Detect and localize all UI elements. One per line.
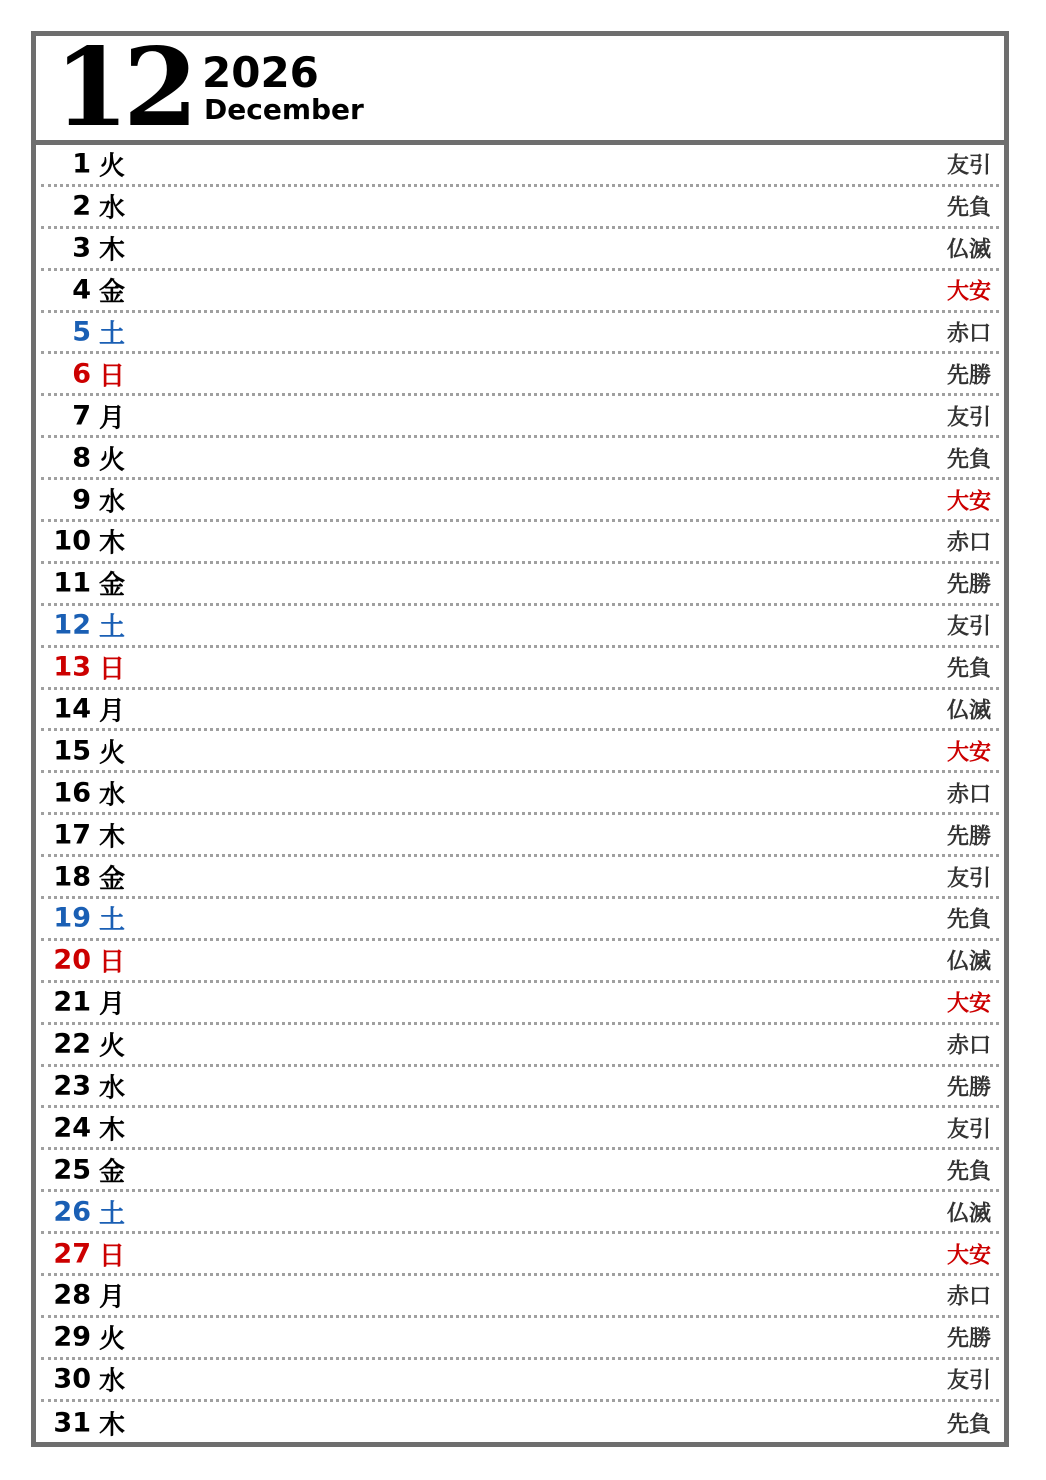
weekday-label: 土 [99,319,126,350]
day-row [41,1025,999,1067]
rokuyo-label: 仏滅 [946,1201,991,1227]
day-row [41,187,999,229]
weekday-label: 水 [99,780,126,811]
day-number: 24 [53,1112,91,1144]
day-row [41,1402,999,1444]
weekday-label: 金 [99,277,126,308]
rokuyo-label: 友引 [946,614,991,640]
day-number: 6 [72,358,91,390]
day-number: 21 [53,986,91,1018]
rokuyo-label: 先勝 [946,572,991,598]
day-number: 30 [53,1363,91,1395]
day-row [41,480,999,522]
weekday-label: 水 [99,1366,126,1397]
day-row [41,522,999,564]
weekday-label: 月 [99,696,126,727]
rokuyo-label: 大安 [946,1243,991,1269]
day-row [41,941,999,983]
rokuyo-label: 先負 [946,1412,991,1438]
rokuyo-label: 赤口 [946,1033,991,1059]
weekday-label: 月 [99,989,126,1020]
day-number: 28 [53,1279,91,1311]
rokuyo-label: 大安 [946,740,991,766]
day-row [41,690,999,732]
day-row [41,983,999,1025]
weekday-label: 水 [99,1073,126,1104]
day-row [41,145,999,187]
day-row [41,229,999,271]
day-row [41,857,999,899]
weekday-label: 水 [99,487,126,518]
day-row [41,271,999,313]
weekday-label: 火 [99,1031,126,1062]
weekday-label: 土 [99,905,126,936]
year-label: 2026 [202,48,319,97]
rokuyo-label: 大安 [946,279,991,305]
weekday-label: 木 [99,235,126,266]
day-number: 22 [53,1028,91,1060]
day-number: 7 [72,400,91,432]
day-number: 4 [72,274,91,306]
day-number: 26 [53,1196,91,1228]
rokuyo-label: 友引 [946,1117,991,1143]
day-number: 5 [72,316,91,348]
rokuyo-label: 仏滅 [946,949,991,975]
rokuyo-label: 友引 [946,153,991,179]
rokuyo-label: 友引 [946,866,991,892]
day-row [41,1192,999,1234]
day-number: 10 [53,525,91,557]
day-list [41,145,999,1442]
day-row [41,606,999,648]
day-row [41,354,999,396]
weekday-label: 月 [99,403,126,434]
day-number: 27 [53,1238,91,1270]
day-row [41,1360,999,1402]
weekday-label: 土 [99,612,126,643]
day-row [41,1318,999,1360]
day-row [41,1108,999,1150]
rokuyo-label: 先負 [946,195,991,221]
weekday-label: 金 [99,1157,126,1188]
day-row [41,815,999,857]
day-row [41,1067,999,1109]
rokuyo-label: 先勝 [946,1075,991,1101]
day-number: 12 [53,609,91,641]
day-number: 25 [53,1154,91,1186]
day-number: 19 [53,902,91,934]
day-number: 8 [72,442,91,474]
day-number: 3 [72,232,91,264]
day-number: 29 [53,1321,91,1353]
day-row [41,313,999,355]
day-number: 20 [53,944,91,976]
rokuyo-label: 先負 [946,656,991,682]
weekday-label: 木 [99,528,126,559]
day-row [41,1150,999,1192]
rokuyo-label: 先勝 [946,363,991,389]
day-number: 31 [53,1407,91,1439]
day-number: 11 [53,567,91,599]
weekday-label: 火 [99,738,126,769]
rokuyo-label: 友引 [946,405,991,431]
weekday-label: 日 [99,947,126,978]
day-row [41,438,999,480]
weekday-label: 木 [99,822,126,853]
weekday-label: 土 [99,1199,126,1230]
weekday-label: 木 [99,1410,126,1441]
rokuyo-label: 先勝 [946,824,991,850]
calendar-frame [31,25,1009,1447]
day-number: 9 [72,484,91,516]
weekday-label: 日 [99,654,126,685]
day-number: 16 [53,777,91,809]
weekday-label: 金 [99,864,126,895]
calendar-header [36,25,1004,151]
rokuyo-label: 先勝 [946,1326,991,1352]
weekday-label: 火 [99,1324,126,1355]
rokuyo-label: 赤口 [946,321,991,347]
month-name: December [204,93,364,126]
day-row [41,1234,999,1276]
day-number: 1 [72,148,91,180]
weekday-label: 木 [99,1115,126,1146]
weekday-label: 金 [99,570,126,601]
rokuyo-label: 友引 [946,1368,991,1394]
day-row [41,396,999,438]
day-number: 2 [72,190,91,222]
rokuyo-label: 仏滅 [946,698,991,724]
weekday-label: 火 [99,445,126,476]
rokuyo-label: 赤口 [946,1284,991,1310]
rokuyo-label: 先負 [946,907,991,933]
day-number: 23 [53,1070,91,1102]
day-number: 17 [53,819,91,851]
rokuyo-label: 先負 [946,447,991,473]
day-row [41,1276,999,1318]
day-row [41,899,999,941]
weekday-label: 水 [99,193,126,224]
day-number: 15 [53,735,91,767]
month-number: 12 [54,25,193,151]
day-number: 14 [53,693,91,725]
day-number: 18 [53,861,91,893]
rokuyo-label: 大安 [946,991,991,1017]
weekday-label: 月 [99,1282,126,1313]
rokuyo-label: 赤口 [946,530,991,556]
weekday-label: 日 [99,361,126,392]
weekday-label: 日 [99,1241,126,1272]
rokuyo-label: 大安 [946,489,991,515]
rokuyo-label: 先負 [946,1159,991,1185]
day-row [41,731,999,773]
day-row [41,648,999,690]
day-row [41,773,999,815]
day-number: 13 [53,651,91,683]
day-row [41,564,999,606]
rokuyo-label: 仏滅 [946,237,991,263]
rokuyo-label: 赤口 [946,782,991,808]
weekday-label: 火 [99,151,126,182]
